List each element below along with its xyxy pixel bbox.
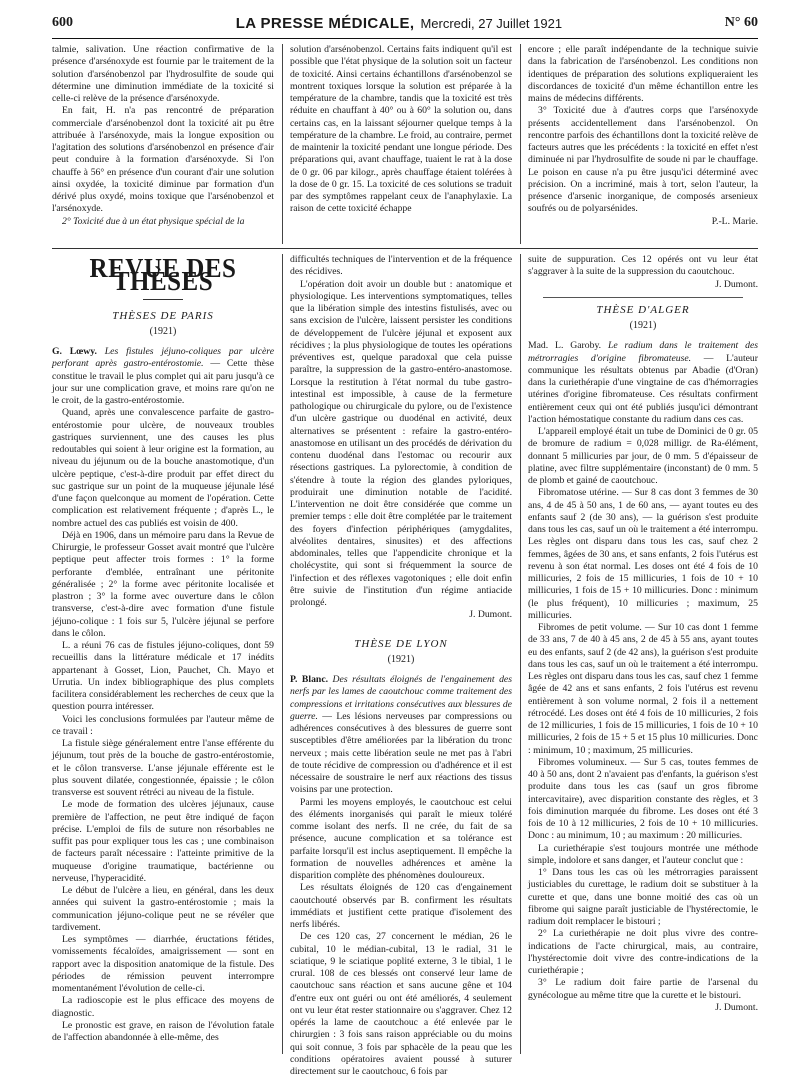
section-title: REVUE DES THÈSES — [89, 254, 237, 297]
top-column-3 — [528, 44, 758, 244]
paragraph: La radioscopie est le plus efficace des moyens de diagnostic. — [52, 995, 274, 1019]
paragraph: 3° Toxicité due à d'autres corps que l'arsénoxyde présents accidentellement dans l'arsénobenzol. On rencontre parfois des échantillons dont la toxicité relève de facteurs autres que les précédents : la toxicité en effet n'est diminuée ni par l'hydrosulfite de soude ni par le chauffage. Le poison en cause n'a pu être jusqu'ici déterminé avec précision. On a incriminé, mais à tort, selon l'auteur, la présence d'arsenic inorganique, de composés arsenieux soufrés ou de polyarsénides. — [528, 105, 758, 215]
thesis-author: P. Blanc. — [290, 674, 329, 685]
paragraph: Fibromes de petit volume. — Sur 10 cas dont 1 femme de 33 ans, 7 de 40 à 45 ans, 2 de 45 à 55 ans, ayant toutes eu des enfants, sauf 2 (de 42 ans), la guérison s'est produite dans tous les cas, sauf un où le traitement a été interrompu. Les règles ont disparu dans tous les cas, sauf chez 1 femme âgée de 42 ans et sans enfants, 2 fois l'utérus est revenu entièrement à son volume normal, 2 fois il a nettement rétrocédé. Les doses ont été 4 fois de 10 millicuries, 2 fois de 12 millicuries, 1 fois de 15 millicuries, 1 fois de 10 + 10 millicuries, 2 fois de 15 + 5 et 15 plus 10 millicuries. Donc : minimum, 10 ; maximum, 25 millicuries. — [528, 622, 758, 756]
paragraph: Quand, après une convalescence parfaite de gastro-entérostomie pour ulcère, de nouveaux troubles gastriques surviennent, une des causes les plus redoutables qui soient à leur origine est la formation, au niveau du jéjunum ou de la bouche anastomotique, d'un ulcère peptique, c'est-à-dire produit par effet direct du suc gastrique sur un point de la muqueuse jéjunale lésé d'une façon quelconque au moment de l'opération. Cette complication est relativement fréquente ; d'après L., le nombre actuel des cas publiés est voisin de 400. — [52, 407, 274, 529]
paragraph: L. a réuni 76 cas de fistules jéjuno-coliques, dont 59 recueillis dans la littérature médicale et 17 inédits appartenant à Gosset, Lion, Pauchet, Ch. Mayo et Urrutia. Un index bibliographique des plus complets facilitera considérablement les recherches de ceux que la question pourra intéresser. — [52, 640, 274, 713]
paragraph: La fistule siège généralement entre l'anse efférente du jéjunum, tout près de la bouche de gastro-entérostomie, et le côlon transverse. L'anse jéjunale efférente est le plus souvent dilatée, congestionnée, épaissie ; le côlon transverse est souvent rétréci au niveau de la fistule. — [52, 738, 274, 798]
paragraph: Voici les conclusions formulées par l'auteur même de ce travail : — [52, 713, 274, 737]
column-rule — [282, 44, 283, 244]
thesis-entry: Mad. L. Garoby. Le radium dans le traitement des métrorragies d'origine fibromateuse. — L'auteur communique les résultats obtenus par Abadie (d'Oran) dans la curiethérapie d'une vingtaine de cas d'hémorragies utérines d'origine fibromateuse. Ces résultats confirment entièrement ceux qui ont été publiés jusqu'ici démontrant l'action hémostatique constante du radium dans ces cas. — [528, 340, 759, 425]
column-rule — [520, 254, 521, 1054]
theses-column-right — [528, 254, 758, 1054]
paragraph: Les symptômes — diarrhée, éructations fétides, vomissements fécaloïdes, amaigrissement — sont en rapport avec la disposition anatomique de la fistule. Des périodes de rémission peuvent interrompre momentanément l'évolution de celle-ci. — [52, 934, 274, 994]
thesis-author: G. Lœwy. — [52, 346, 97, 357]
paragraph: difficultés techniques de l'intervention et de la fréquence des récidives. — [290, 254, 512, 278]
alger-year: (1921) — [629, 320, 657, 331]
paragraph: Fibromes volumineux. — Sur 5 cas, toutes femmes de 40 à 50 ans, dont 2 n'avaient pas d'enfants, la guérison s'est produite dans tous les cas (sauf un gros fibrome intercavitaire), avec disparition constante des règles, et 3 fois diminution marquée du fibrome. Les doses ont été 3 fois de 10 à 12 millicuries, 2 fois de 10 + 10 millicuries. Donc : au minimum, 10 ; au maximum : 20 millicuries. — [528, 756, 758, 842]
paragraph: L'opération doit avoir un double but : anatomique et physiologique. Les interventions symptomatiques, telles que la libération simple des intestins fistulisés, avec ou sans excision de l'ulcère, laissent persister les conditions de développement de l'ulcère jéjunal et exposent aux récidives ; la plus physiologique de toutes les opérations préventives est, quelque paradoxal que cela puisse paraître, la suppression de la gastro-entéro-anastomose. Lorsque la restitution à l'état normal du tube gastro-intestinal est impossible, à cause de la fermeture pathologique ou chirurgicale du pylore, ou de l'existence d'un ulcère gastrique ou duodénal en activité, deux alternatives se présentent : refaire la gastro-entéro-anastomose en utilisant un des procédés de dérivation du contenu duodénal dans l'estomac ou recourir aux résections gastriques. La pylorectomie, à condition de s'étendre à toute la région des glandes pyloriques, produirait une diminution notable de l'acidité. L'intervention ne doit être considérée que comme un premier temps : elle doit être complétée par le traitement des foyers d'infection périphériques (amygdalites, alvéolites dentaires, sinusites) et des affections abdominales, telles que l'appendicite chronique et la cholécystite, qui sont si fréquemment la source de l'infection et des réflexes vagotoniques ; elle doit enfin être suivie de l'institution d'un régime antiacide prolongé. — [290, 278, 512, 608]
lyon-year: (1921) — [387, 653, 415, 665]
paragraph: solution d'arsénobenzol. Certains faits indiquent qu'il est possible que l'état physique de la solution soit un facteur de toxicité. Ainsi certains échantillons d'arsénobenzol se montrent toxiques lorsque la solution est préparée à la température de la chambre, tandis que la toxicité est très réduite en chauffant à 40° ou à 60° la solution ou, dans certains cas, en la laissant séjourner quelque temps à la température de la chambre. Le froid, au contraire, permet de maintenir la toxicité pendant une longue période. Des préparations qui, avant chauffage, tuaient le rat à la dose de 0 gr. 06 par kilogr., après chauffage étaient tolérées à la dose de 0 gr. 15. La toxicité de ces solutions se traduit par des symptômes rappelant ceux de l'anaphylaxie. La raison de cette toxicité échappe — [290, 44, 512, 215]
title-rule — [143, 299, 183, 300]
paragraph: De ces 120 cas, 27 concernent le médian, 26 le cubital, 10 le médian-cubital, 13 le radial, 31 le sciatique, 9 le sciatique poplité externe, 3 le tibial, 1 le crural. 108 de ces blessés ont conservé leur lame de caoutchouc sans réaction et sans aucune gêne et 104 d'entre eux ont guéri ou ont été améliorés, 4 seulement ont vu leur état rester stationnaire ou s'aggraver. Chez 12 opérés la lame de caoutchouc a été enlevée par le chirurgien : 3 fois sans raison appréciable ou du moins qui soit connue, 3 fois par sphacèle de la peau que les conditions opératoires avaient poussé à suturer directement sur le caoutchouc, 6 fois par — [290, 931, 512, 1077]
author-signature: J. Dumont. — [715, 1001, 758, 1013]
thesis-title: Les fistules jéjuno-coliques par ulcère perforant après gastro-entérostomie. — [52, 346, 275, 370]
thesis-author: Mad. L. Garoby. — [528, 340, 602, 352]
paragraph: Le mode de formation des ulcères jéjunaux, cause première de l'affection, ne peut être indiqué de façon précise. L'emploi de fils de suture non résorbables ne suffit pas pour expliquer tous les cas ; une combinaison de facteurs paraît nécessaire : l'atteinte primitive de la muqueuse d'origine traumatique, bactérienne ou nerveuse, l'hyperacidité. — [52, 799, 274, 884]
paragraph: Parmi les moyens employés, le caoutchouc est celui des éléments inorganisés qui paraît le mieux toléré comme isolant des nerfs. Il ne crée, du fait de sa présence, aucune complication et sa tolérance est parfaite lorsqu'il est inclus aseptiquement. Il empêche la formation de nouvelles adhérences et amène la disparition complète des phénomènes douloureux. — [290, 796, 512, 881]
author-signature: P.-L. Marie. — [711, 215, 758, 227]
paragraph: talmie, salivation. Une réaction confirmative de la présence d'arsénoxyde est fournie par le traitement de la solution d'arsénobenzol par l'hydrosulfite de soude qui détermine une diminution immédiate de la toxicité si celle-ci relève de la présence d'arsénoxyde. — [52, 44, 274, 104]
paragraph-italic-lead: 2° Toxicité due à un état physique spécial de la — [62, 215, 245, 227]
entry-rule — [543, 297, 743, 298]
thesis-title: Le radium dans le traitement des métrorragies d'origine fibromateuse. — [528, 340, 759, 364]
paragraph: Le début de l'ulcère a lieu, en général, dans les deux années qui suivent la gastro-entérostomie ; mais la communication jéjuno-colique peut ne se révéler que tardivement. — [52, 885, 274, 933]
paris-year: (1921) — [149, 325, 177, 337]
paragraph: Déjà en 1906, dans un mémoire paru dans la Revue de Chirurgie, le professeur Gosset avait montré que l'ulcère peptique peut affecter trois formes : 1° la forme perforante d'emblée, entraînant une péritonite généralisée ; 2° la forme avec péritonite localisée et plastron ; 3° la forme avec ouverture dans le côlon transverse, c'est-à-dire avec formation d'une fistule jéjuno-colique : 1 fois sur 5, l'ulcère jéjunal se perfore dans le côlon. — [52, 529, 274, 639]
paragraph: Fibromatose utérine. — Sur 8 cas dont 3 femmes de 30 ans, 4 de 45 à 50 ans, 1 de 60 ans, — ayant toutes eu des enfants sauf 2 (de 30 ans), — la guérison s'est produite dans tous les cas, sauf un où le traitement a été interrompu. Les règles ont disparu dans tous les cas, sauf chez 2 femmes, âgées de 30 ans, et sans enfants, 2 fois l'utérus est revenu à son état normal. Les doses ont été 4 fois de 10 millicuries, 2 fois de 15 millicuries, 1 fois de 10 + 10 millicuries, 1 fois de 15 + 10 millicuries. Donc : minimum (le plus fréquent), 10 millicuries ; maximum, 25 millicuries. — [528, 487, 758, 621]
paragraph: 3° Le radium doit faire partie de l'arsenal du gynécologue au même titre que la curette et le bistouri. — [528, 977, 758, 1001]
thesis-entry: G. Lœwy. Les fistules jéjuno-coliques par ulcère perforant après gastro-entérostomie. — Cette thèse constitue le travail le plus complet qui ait paru jusqu'à ce jour sur une complication grave, et moins rare qu'on ne le croit, de la gastro-entérostomie. — [52, 346, 275, 406]
column-rule — [520, 44, 521, 244]
journal-title — [236, 15, 562, 32]
thesis-title: Des résultats éloignés de l'engainement des nerfs par les lames de caoutchouc comme traitement des compressions et irritations consécutives aux blessures de guerre. — [290, 674, 512, 722]
author-signature: J. Dumont. — [715, 278, 758, 290]
lyon-heading: THÈSE DE LYON — [354, 637, 448, 650]
top-column-2 — [290, 44, 512, 244]
alger-heading: THÈSE D'ALGER — [596, 303, 690, 316]
top-column-1 — [52, 44, 274, 244]
theses-column-middle — [290, 254, 513, 1077]
paragraph: 2° La curiethérapie ne doit plus vivre des contre-indications de l'acte chirurgical, mais, au contraire, l'hystérectomie doit vivre des contre-indications de la curiethérapie ; — [528, 928, 758, 976]
theses-column-left — [52, 254, 274, 1054]
paragraph: suite de suppuration. Ces 12 opérés ont vu leur état s'aggraver à la suite de la suppression du caoutchouc. — [528, 254, 758, 278]
issue-number: N° 60 — [724, 15, 758, 30]
paragraph: L'appareil employé était un tube de Dominici de 0 gr. 05 de bromure de radium = 0,028 milligr. de Ra-élément, donnant 5 millicuries par jour, de 0 mm. 5 d'épaisseur de platine, avec filtre supplémentaire (inconstant) de 0 mm. 5 de plomb et gainé de caoutchouc. — [528, 426, 758, 486]
issue-date: Mercredi, 27 Juillet 1921 — [420, 15, 563, 31]
paragraph: encore ; elle paraît indépendante de la technique suivie dans la fabrication de l'arsénobenzol. Les conditions non identiques de préparation des solutions expliqueraient les discordances de toxicité d'un même échantillon entre les mains de médecins différents. — [528, 44, 758, 104]
paragraph: Le pronostic est grave, en raison de l'évolution fatale de l'affection abandonnée à elle-même, des — [52, 1019, 274, 1043]
journal-name: LA PRESSE MÉDICALE, — [235, 14, 415, 32]
column-rule — [282, 254, 283, 1054]
paragraph: En fait, H. n'a pas rencontré de préparation commerciale d'arsénobenzol dont la toxicité ait pu être attribuée à l'arsénoxyde, mais la longue exposition ou l'agitation des solutions d'arsénobenzol en présence d'air peut conduire à la formation d'arsénoxyde. Si l'on chauffe à 56° en présence d'un courant d'air une solution ainsi oxydée, la toxicité diminue par formation d'un dérivé plus oxydé, moins toxique que l'arsénobenzol et l'arsénoxyde. — [52, 105, 274, 215]
paragraph: Les résultats éloignés de 120 cas d'engainement caoutchouté observés par B. confirment les résultats immédiats et justifient cette pratique d'isolement des nerfs libérés. — [290, 882, 512, 930]
page-number: 600 — [52, 15, 73, 30]
running-header — [52, 8, 758, 39]
paragraph: La curiethérapie s'est toujours montrée une méthode simple, indolore et sans danger, et l'auteur conclut que : — [528, 842, 758, 866]
paris-heading: THÈSES DE PARIS — [112, 309, 214, 322]
section-divider — [52, 248, 758, 249]
paragraph: 1° Dans tous les cas où les métrorragies paraissent justiciables du curettage, le radium doit se substituer à la curette et que, dans une bonne moitié des cas où un fibrome qui saigne paraît justiciable de l'hystérectomie, le radium doit remplacer le bistouri ; — [528, 867, 758, 927]
thesis-entry: P. Blanc. Des résultats éloignés de l'engainement des nerfs par les lames de caoutchouc comme traitement des compressions et irritations consécutives aux blessures de guerre. — Les lésions nerveuses par compressions ou adhérences consécutives à des blessures de guerre sont susceptibles d'être améliorées par la libération du tronc nerveux ; mais cette libération seule ne met pas à l'abri de toute récidive de compression ou d'adhérence et il est nécessaire de soustraire le nerf aux réactions des tissus voisins par une protection. — [290, 674, 513, 796]
author-signature: J. Dumont. — [469, 609, 512, 621]
